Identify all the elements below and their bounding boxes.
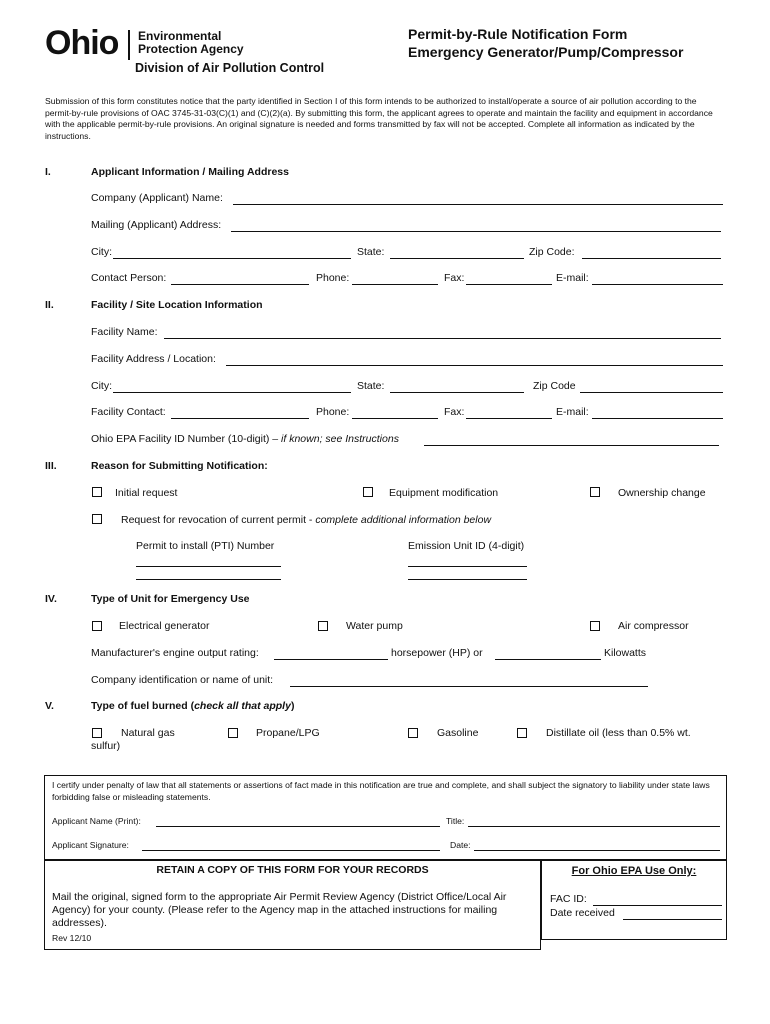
- facility-zip-label: Zip Code: [533, 380, 576, 392]
- email-label: E-mail:: [556, 272, 589, 284]
- applicant-name-field[interactable]: [156, 826, 440, 827]
- kilowatts-field[interactable]: [495, 659, 601, 660]
- facility-email-label: E-mail:: [556, 406, 589, 418]
- company-unit-id-label: Company identification or name of unit:: [91, 674, 274, 686]
- revocation-label-text: Request for revocation of current permit -: [121, 514, 313, 526]
- facility-phone-field[interactable]: [352, 418, 438, 419]
- water-pump-checkbox[interactable]: [318, 621, 328, 631]
- electrical-generator-label: Electrical generator: [119, 620, 210, 632]
- revision-label: Rev 12/10: [52, 933, 92, 943]
- facility-address-field[interactable]: [226, 365, 723, 366]
- intro-paragraph: Submission of this form constitutes notice that the party identified in Section I of this form intends to be authorized to install/operate a source of air pollution according to the permit-by-rule provisions of OAC 3745-31-03(C)(1) and (C)(2)(a). By submitting this form, the applicant agrees to operate and maintain the facility and equipment in accordance with the applicable permit-by-rule provisions. An original signature is needed and forms transmitted by fax will not be accepted. Complete all information as indicated by the instructions.: [45, 96, 713, 141]
- zip-label: Zip Code:: [529, 246, 575, 258]
- facility-id-field[interactable]: [424, 445, 719, 446]
- facility-contact-label: Facility Contact:: [91, 406, 166, 418]
- section-3-title: Reason for Submitting Notification:: [91, 460, 268, 472]
- company-name-label: Company (Applicant) Name:: [91, 192, 223, 204]
- logo-divider: [128, 30, 130, 60]
- division-title: Division of Air Pollution Control: [135, 61, 325, 75]
- facility-fax-label: Fax:: [444, 406, 465, 418]
- pti-number-field-1[interactable]: [136, 566, 281, 567]
- gasoline-label: Gasoline: [437, 727, 479, 739]
- facility-phone-label: Phone:: [316, 406, 350, 418]
- revocation-checkbox[interactable]: [92, 514, 102, 524]
- natural-gas-label: Natural gas: [121, 727, 175, 739]
- agency-name-line2: Protection Agency: [138, 42, 244, 56]
- initial-request-checkbox[interactable]: [92, 487, 102, 497]
- electrical-generator-checkbox[interactable]: [92, 621, 102, 631]
- state-field[interactable]: [390, 258, 524, 259]
- initial-request-label: Initial request: [115, 487, 178, 499]
- form-title-line2: Emergency Generator/Pump/Compressor: [408, 44, 684, 60]
- emission-unit-label: Emission Unit ID (4-digit): [408, 540, 525, 552]
- date-received-label: Date received: [550, 907, 615, 919]
- propane-label: Propane/LPG: [256, 727, 320, 739]
- ownership-change-label: Ownership change: [618, 487, 706, 499]
- section-5-paren-open: (: [190, 700, 195, 712]
- state-label: State:: [357, 246, 385, 258]
- section-4-number: IV.: [45, 593, 57, 605]
- date-label: Date:: [450, 840, 471, 850]
- form-title-line1: Permit-by-Rule Notification Form: [408, 26, 628, 42]
- ohio-logo-wordmark: Ohio: [45, 24, 119, 62]
- natural-gas-checkbox[interactable]: [92, 728, 102, 738]
- section-5-title-text: Type of fuel burned: [91, 700, 188, 712]
- facility-contact-field[interactable]: [171, 418, 309, 419]
- emission-unit-field-1[interactable]: [408, 566, 527, 567]
- pti-number-field-2[interactable]: [136, 579, 281, 580]
- distillate-oil-label: Distillate oil (less than 0.5% wt.: [546, 727, 691, 739]
- agency-name-line1: Environmental: [138, 29, 222, 43]
- equipment-modification-label: Equipment modification: [389, 487, 499, 499]
- applicant-name-label: Applicant Name (Print):: [52, 816, 141, 826]
- section-2-title: Facility / Site Location Information: [91, 299, 263, 311]
- fac-id-label: FAC ID:: [550, 893, 587, 905]
- section-5-paren-close: ): [290, 700, 295, 712]
- section-5-title-note: check all that apply: [194, 700, 291, 712]
- equipment-modification-checkbox[interactable]: [363, 487, 373, 497]
- horsepower-field[interactable]: [274, 659, 388, 660]
- phone-field[interactable]: [352, 284, 438, 285]
- mail-instructions-text: Mail the original, signed form to the appropriate Air Permit Review Agency (District Office/Local Air Agency) for your county. (Please refer to the Agency map in the attached instructions for mailing addresses).: [52, 891, 507, 929]
- contact-person-label: Contact Person:: [91, 272, 167, 284]
- emission-unit-field-2[interactable]: [408, 579, 527, 580]
- section-1-title: Applicant Information / Mailing Address: [91, 166, 289, 178]
- facility-id-note: – if known; see Instructions: [269, 433, 399, 445]
- retain-copy-notice: RETAIN A COPY OF THIS FORM FOR YOUR RECORDS: [156, 864, 429, 876]
- certification-text: I certify under penalty of law that all statements or assertions of fact made in this notification are true and complete, and shall subject the signatory to liability under state laws forbidding false or misleading statements.: [52, 780, 710, 802]
- facility-id-label-text: Ohio EPA Facility ID Number (10-digit): [91, 433, 270, 445]
- city-label: City:: [91, 246, 112, 258]
- facility-state-field[interactable]: [390, 392, 524, 393]
- engine-rating-label: Manufacturer's engine output rating:: [91, 647, 259, 659]
- water-pump-label: Water pump: [346, 620, 403, 632]
- air-compressor-checkbox[interactable]: [590, 621, 600, 631]
- title-label: Title:: [446, 816, 465, 826]
- facility-name-label: Facility Name:: [91, 326, 158, 338]
- date-received-field[interactable]: [623, 919, 722, 920]
- facility-city-field[interactable]: [113, 392, 351, 393]
- fax-field[interactable]: [466, 284, 552, 285]
- city-field[interactable]: [113, 258, 351, 259]
- section-3-number: III.: [45, 460, 57, 472]
- section-2-number: II.: [45, 299, 54, 311]
- kilowatts-label: Kilowatts: [604, 647, 647, 659]
- company-name-field[interactable]: [233, 204, 723, 205]
- facility-name-field[interactable]: [164, 338, 721, 339]
- date-field[interactable]: [474, 850, 720, 851]
- epa-use-title: For Ohio EPA Use Only:: [571, 865, 697, 877]
- phone-label: Phone:: [316, 272, 350, 284]
- ownership-change-checkbox[interactable]: [590, 487, 600, 497]
- mailing-address-label: Mailing (Applicant) Address:: [91, 219, 222, 231]
- facility-state-label: State:: [357, 380, 385, 392]
- fax-label: Fax:: [444, 272, 465, 284]
- revocation-label: [121, 514, 491, 526]
- revocation-note: complete additional information below: [315, 514, 492, 526]
- gasoline-checkbox[interactable]: [408, 728, 418, 738]
- facility-id-label: [91, 433, 399, 445]
- horsepower-label: horsepower (HP) or: [391, 647, 483, 659]
- email-field[interactable]: [592, 284, 723, 285]
- mailing-address-field[interactable]: [231, 231, 721, 232]
- applicant-signature-field[interactable]: [142, 850, 440, 851]
- facility-zip-field[interactable]: [580, 392, 723, 393]
- title-field[interactable]: [468, 826, 720, 827]
- company-unit-id-field[interactable]: [290, 686, 648, 687]
- air-compressor-label: Air compressor: [618, 620, 689, 632]
- facility-fax-field[interactable]: [466, 418, 552, 419]
- pti-number-label: Permit to install (PTI) Number: [136, 540, 275, 552]
- distillate-oil-label-cont: sulfur): [91, 740, 121, 752]
- contact-person-field[interactable]: [171, 284, 309, 285]
- facility-address-label: Facility Address / Location:: [91, 353, 216, 365]
- section-5-number: V.: [45, 700, 54, 712]
- section-1-number: I.: [45, 166, 51, 178]
- section-5-title: [91, 700, 294, 712]
- applicant-signature-label: Applicant Signature:: [52, 840, 129, 850]
- fac-id-field[interactable]: [593, 905, 722, 906]
- propane-checkbox[interactable]: [228, 728, 238, 738]
- facility-city-label: City:: [91, 380, 112, 392]
- section-4-title: Type of Unit for Emergency Use: [91, 593, 250, 605]
- facility-email-field[interactable]: [592, 418, 723, 419]
- zip-field[interactable]: [582, 258, 721, 259]
- distillate-oil-checkbox[interactable]: [517, 728, 527, 738]
